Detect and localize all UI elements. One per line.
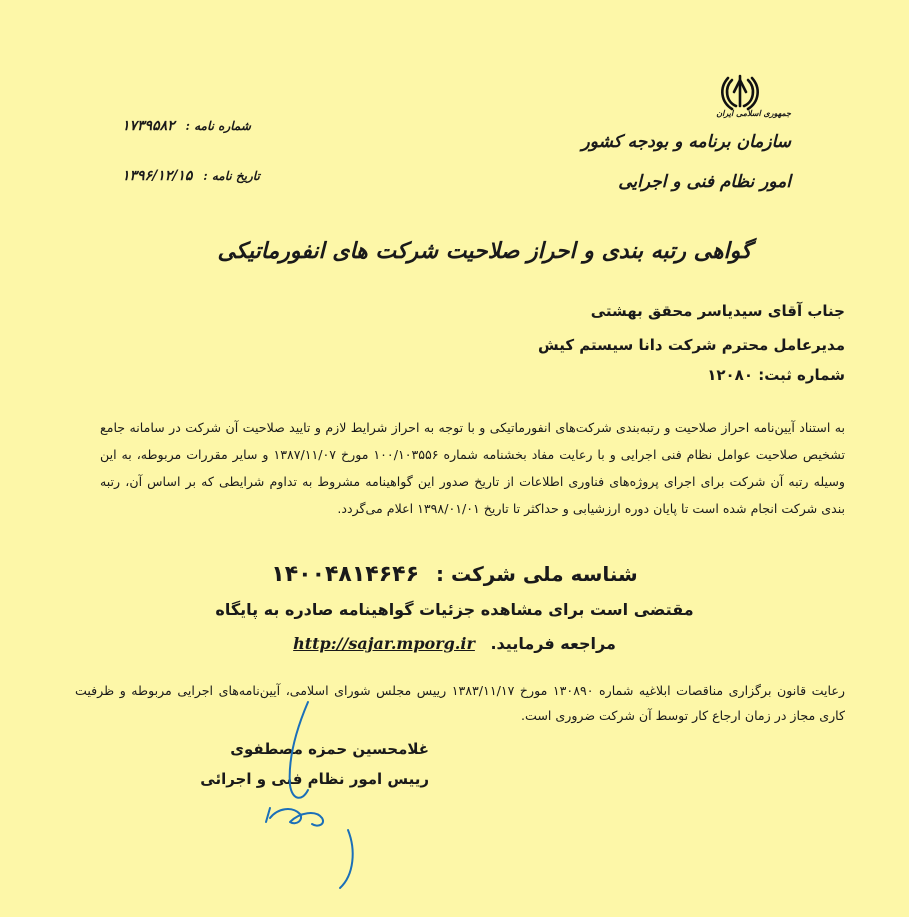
certificate-body: به استناد آیین‌نامه احراز صلاحیت و رتبه‌بندی شرکت‌های انفورماتیکی و با توجه به احراز شرایط لازم و تایید صلاحیت آن شرکت در سامانه جامع تشخیص صلاحیت عوامل نظام فنی اجرایی و با رعایت مفاد بخشنامه شماره ۱۰۰/۱۰۳۵۵۶ مورخ ۱۳۸۷/۱۱/۰۷ و سایر مقررات مربوطه، به این وسیله رتبه آن شرکت برای اجرای پروژه‌های فناوری اطلاعات از تاریخ صدور این گواهینامه مشروط به تداوم شرایطی که بر اساس آن، رتبه بندی شرکت انجام شده است تا پایان دوره ارزشیابی و حداکثر تا تاریخ ۱۳۹۸/۰۱/۰۱ اعلام می‌گردد. — [100, 420, 845, 516]
org-name: سازمان برنامه و بودجه کشور — [581, 132, 791, 152]
org-department: امور نظام فنی و اجرایی — [618, 172, 791, 192]
document-title: گواهی رتبه بندی و احراز صلاحیت شرکت های انفورماتیکی — [217, 238, 752, 264]
registration-number: شماره ثبت: ۱۲۰۸۰ — [707, 366, 845, 384]
national-id-value: ۱۴۰۰۴۸۱۴۶۴۶ — [271, 562, 420, 587]
refer-text: مراجعه فرمایید. — [490, 634, 616, 653]
letter-date — [122, 168, 260, 184]
signer-title: رییس امور نظام فنی و اجرائی — [200, 770, 429, 788]
sajar-link[interactable]: http://sajar.mporg.ir — [293, 634, 475, 653]
recipient-name: جناب آقای سیدیاسر محقق بهشتی — [590, 302, 845, 320]
letter-number-label: شماره نامه : — [185, 119, 251, 133]
national-id — [0, 562, 909, 587]
signature-icon — [230, 690, 380, 890]
law-notice: رعایت قانون برگزاری مناقصات ابلاغیه شماره ۱۳۰۸۹۰ مورخ ۱۳۸۳/۱۱/۱۷ رییس مجلس شورای اسلامی، آیین‌نامه‌های اجرایی مربوطه و ظرفیت کاری مجاز در زمان ارجاع کار توسط آن شرکت ضروری است. — [75, 683, 845, 723]
letter-number — [122, 118, 251, 134]
national-id-label: شناسه ملی شرکت : — [435, 562, 638, 586]
letter-number-value: ۱۷۳۹۵۸۲ — [122, 118, 175, 134]
recipient-position: مدیرعامل محترم شرکت دانا سیستم کیش — [538, 336, 845, 354]
view-notice: مقتضی است برای مشاهده جزئیات گواهینامه صادره به پایگاه — [215, 600, 694, 619]
letter-date-value: ۱۳۹۶/۱۲/۱۵ — [122, 168, 193, 184]
refer-line — [0, 634, 909, 653]
org-small-text: جمهوری اسلامی ایران — [716, 108, 791, 118]
signer-name: غلامحسین حمزه مصطفوی — [230, 740, 429, 758]
letter-date-label: تاریخ نامه : — [203, 169, 260, 183]
